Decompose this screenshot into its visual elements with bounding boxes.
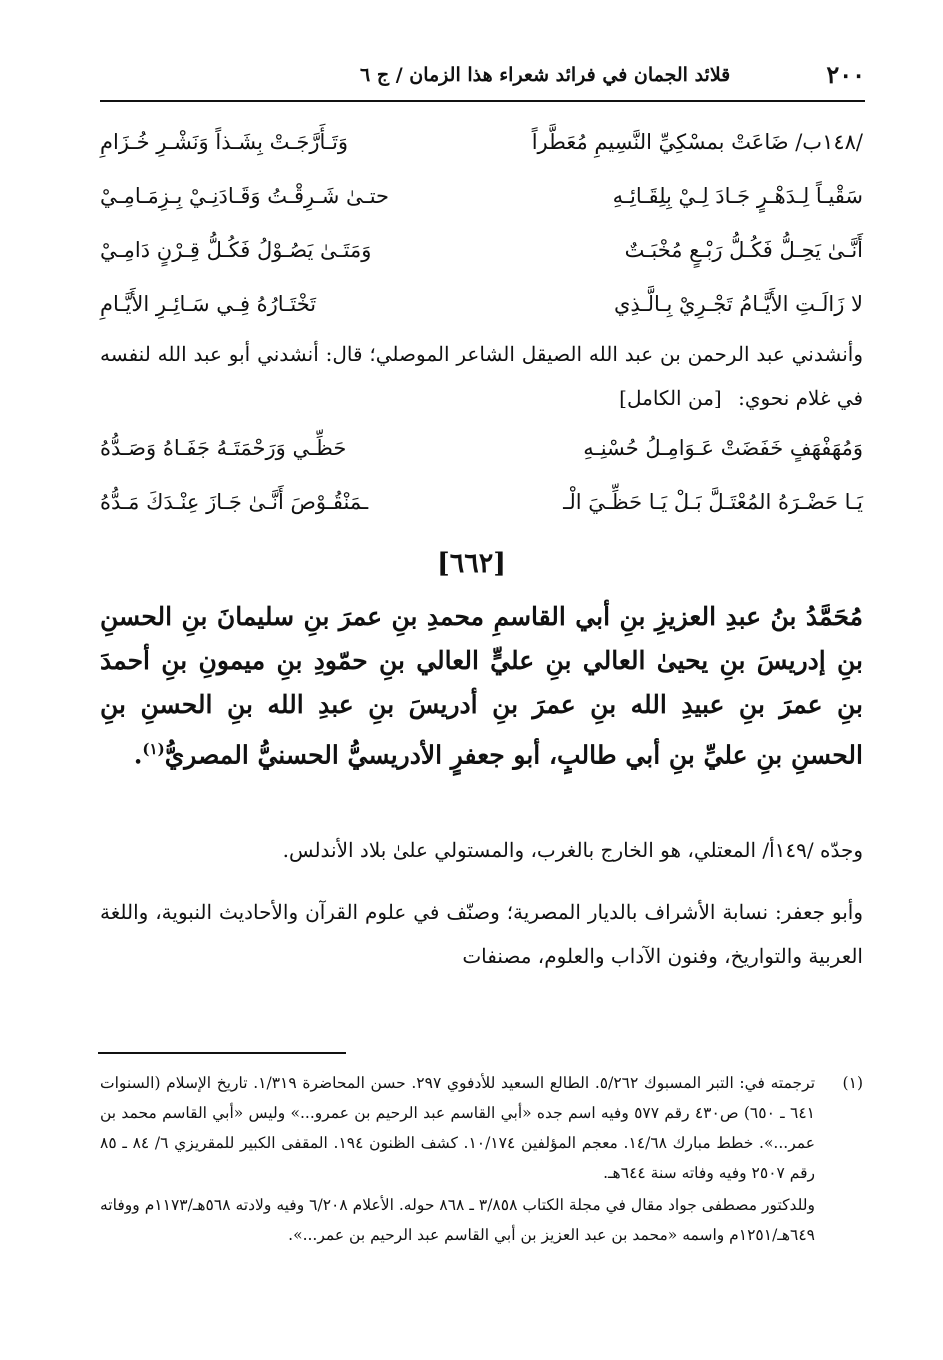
verse-second-hemistich: حَظِّـي وَرَحْمَتَـهُ جَفَـاهُ وَصَـدُّهُ xyxy=(100,436,347,460)
footnote-text-continued: وللدكتور مصطفى جواد مقال في مجلة الكتاب ٣/٨٥٨ ـ ٨٦٨ حوله. الأعلام ٦/٢٠٨ وفيه ولادته ٥٦٨هـ/١١٧٣م ووفاته ٦٤٩هـ/١٢٥١م واسمه «محمد بن عبد العزيز بن أبي القاسم عبد الرحيم بن عمر...». xyxy=(100,1196,816,1244)
entry-number: [٦٦٢] xyxy=(436,548,507,579)
footnote-marker: (١) xyxy=(842,1074,863,1092)
header-rule xyxy=(100,100,865,102)
verse-line xyxy=(100,122,863,176)
intro-text: وأنشدني عبد الرحمن بن عبد الله الصيقل الشاعر الموصلي؛ قال: أنشدني أبو عبد الله لنفسه في غلام نحوي: xyxy=(100,342,863,410)
verse-first-hemistich: لا زَالَـتِ الأَيَّـامُ تَجْـرِيْ بِـالَّـذِي xyxy=(613,292,863,316)
verse-first-hemistich: يَـا حَضْـرَهُ المُعْتَـلَّ بَـلْ يَـا حَظِّـيَ الْـ xyxy=(563,490,863,514)
page-number: ٢٠٠ xyxy=(826,60,865,89)
verse-first-hemistich: /١٤٨ب/ ضَاعَتْ بمسْكِيِّ النَّسِيمِ مُعَطَّراً xyxy=(531,130,863,154)
verse-second-hemistich: حتـىٰ شَـرِقْـتُ وَقَـادَنِـيْ بِـزِمَـامِـيْ xyxy=(100,184,390,208)
biography-name: مُحَمَّدُ بنُ عبدِ العزيزِ بنِ أبي القاسمِ محمدِ بنِ عمرَ بنِ سليمانَ بنِ الحسنِ بنِ إدريسَ بنِ يحيىٰ العالي بنِ عليٍّ العالي بنِ حمّودِ بنِ ميمونِ بنِ أحمدَ بنِ عمرَ بنِ عبيدِ الله بنِ عمرَ بنِ أدريسَ بنِ عبدِ الله بنِ الحسنِ بنِ الحسنِ بنِ عليِّ بنِ أبي طالبٍ، أبو جعفرٍ الأدريسيُّ الحسنيُّ المصريُّ xyxy=(100,602,863,770)
footnote xyxy=(100,1068,863,1250)
biography-heading: مُحَمَّدُ بنُ عبدِ العزيزِ بنِ أبي القاسمِ محمدِ بنِ عمرَ بنِ سليمانَ بنِ الحسنِ بنِ إدريسَ بنِ يحيىٰ العالي بنِ عليٍّ العالي بنِ حمّودِ بنِ ميمونِ بنِ أحمدَ بنِ عمرَ بنِ عبيدِ الله بنِ عمرَ بنِ أدريسَ بنِ عبدِ الله بنِ الحسنِ بنِ الحسنِ بنِ عليِّ بنِ أبي طالبٍ، أبو جعفرٍ الأدريسيُّ الحسنيُّ المصريُّ$^{(١)}$. xyxy=(100,602,863,770)
verse-second-hemistich: وَمَتَـىٰ يَصُـوْلُ فَكُـلُّ قِـرْنٍ دَامِـيْ xyxy=(100,238,372,262)
intro-paragraph xyxy=(100,332,863,420)
page-header xyxy=(100,58,865,102)
verse-second-hemistich: ـمَنْقُـوْصَ أَنَّـىٰ جَـازَ عِنْـدَكَ مَـدُّهُ xyxy=(100,490,369,514)
footnote-separator xyxy=(98,1052,346,1054)
paragraph-author: وأبو جعفر: نسابة الأشراف بالديار المصرية؛ وصنّف في علوم القرآن والأحاديث النبوية، واللغة العربية والتواريخ، وفنون الآداب والعلوم، مصنفات xyxy=(100,900,863,968)
verse-line xyxy=(100,482,863,536)
paragraph-ancestry: وجدّه /١٤٩أ/ المعتلي، هو الخارج بالغرب، والمستولي علىٰ بلاد الأندلس. xyxy=(282,838,863,862)
verse-line xyxy=(100,428,863,482)
footnotes-section xyxy=(100,1068,863,1250)
poem-block-1 xyxy=(100,122,863,338)
verse-line xyxy=(100,230,863,284)
running-title: قلائد الجمان في فرائد شعراء هذا الزمان / ج ٦ xyxy=(360,64,731,86)
poem-meter: [من الكامل] xyxy=(619,386,722,410)
verse-first-hemistich: أَنَّـىٰ يَحِـلُّ فَكُـلُّ رَبْـعٍ مُخْبَـتٌ xyxy=(624,238,863,262)
verse-first-hemistich: وَمُهَفْهَفٍ خَفَضَتْ عَـوَامِـلُ حُسْنِـهِ xyxy=(583,436,863,460)
verse-line xyxy=(100,284,863,338)
footnote-text: ترجمته في: التبر المسبوك ٥/٢٦٢. الطالع السعيد للأدفوي ٢٩٧. حسن المحاضرة ١/٣١٩. تاريخ الإسلام (السنوات ٦٤١ ـ ٦٥٠) ص٤٣٠ رقم ٥٧٧ وفيه اسم جده «أبي القاسم عبد الرحيم بن عمرو...» وليس «أبي القاسم محمد بن عمر...». خطط مبارك ١٤/٦٨. معجم المؤلفين ١٠/١٧٤. كشف الظنون ١٩٤. المقفى الكبير للمقريزي ٦/ ٨٤ ـ ٨٥ رقم ٢٥٠٧ وفيه وفاته سنة ٦٤٤هـ. xyxy=(100,1074,816,1182)
verse-first-hemistich: سَقْيـاً لِـدَهْـرٍ جَـادَ لِـيْ بِلِقَـائِـهِ xyxy=(612,184,863,208)
verse-second-hemistich: تَخْتَـارُهُ فِـي سَـائِـرِ الأَيَّـامِ xyxy=(100,292,317,316)
verse-second-hemistich: وَتَـأَرَّجَـتْ بِشَـذاً وَنَشْـرِ خُـزَامِ xyxy=(100,130,349,154)
poem-block-2 xyxy=(100,428,863,536)
footnote-reference[interactable]: (١) xyxy=(142,740,165,758)
verse-line xyxy=(100,176,863,230)
